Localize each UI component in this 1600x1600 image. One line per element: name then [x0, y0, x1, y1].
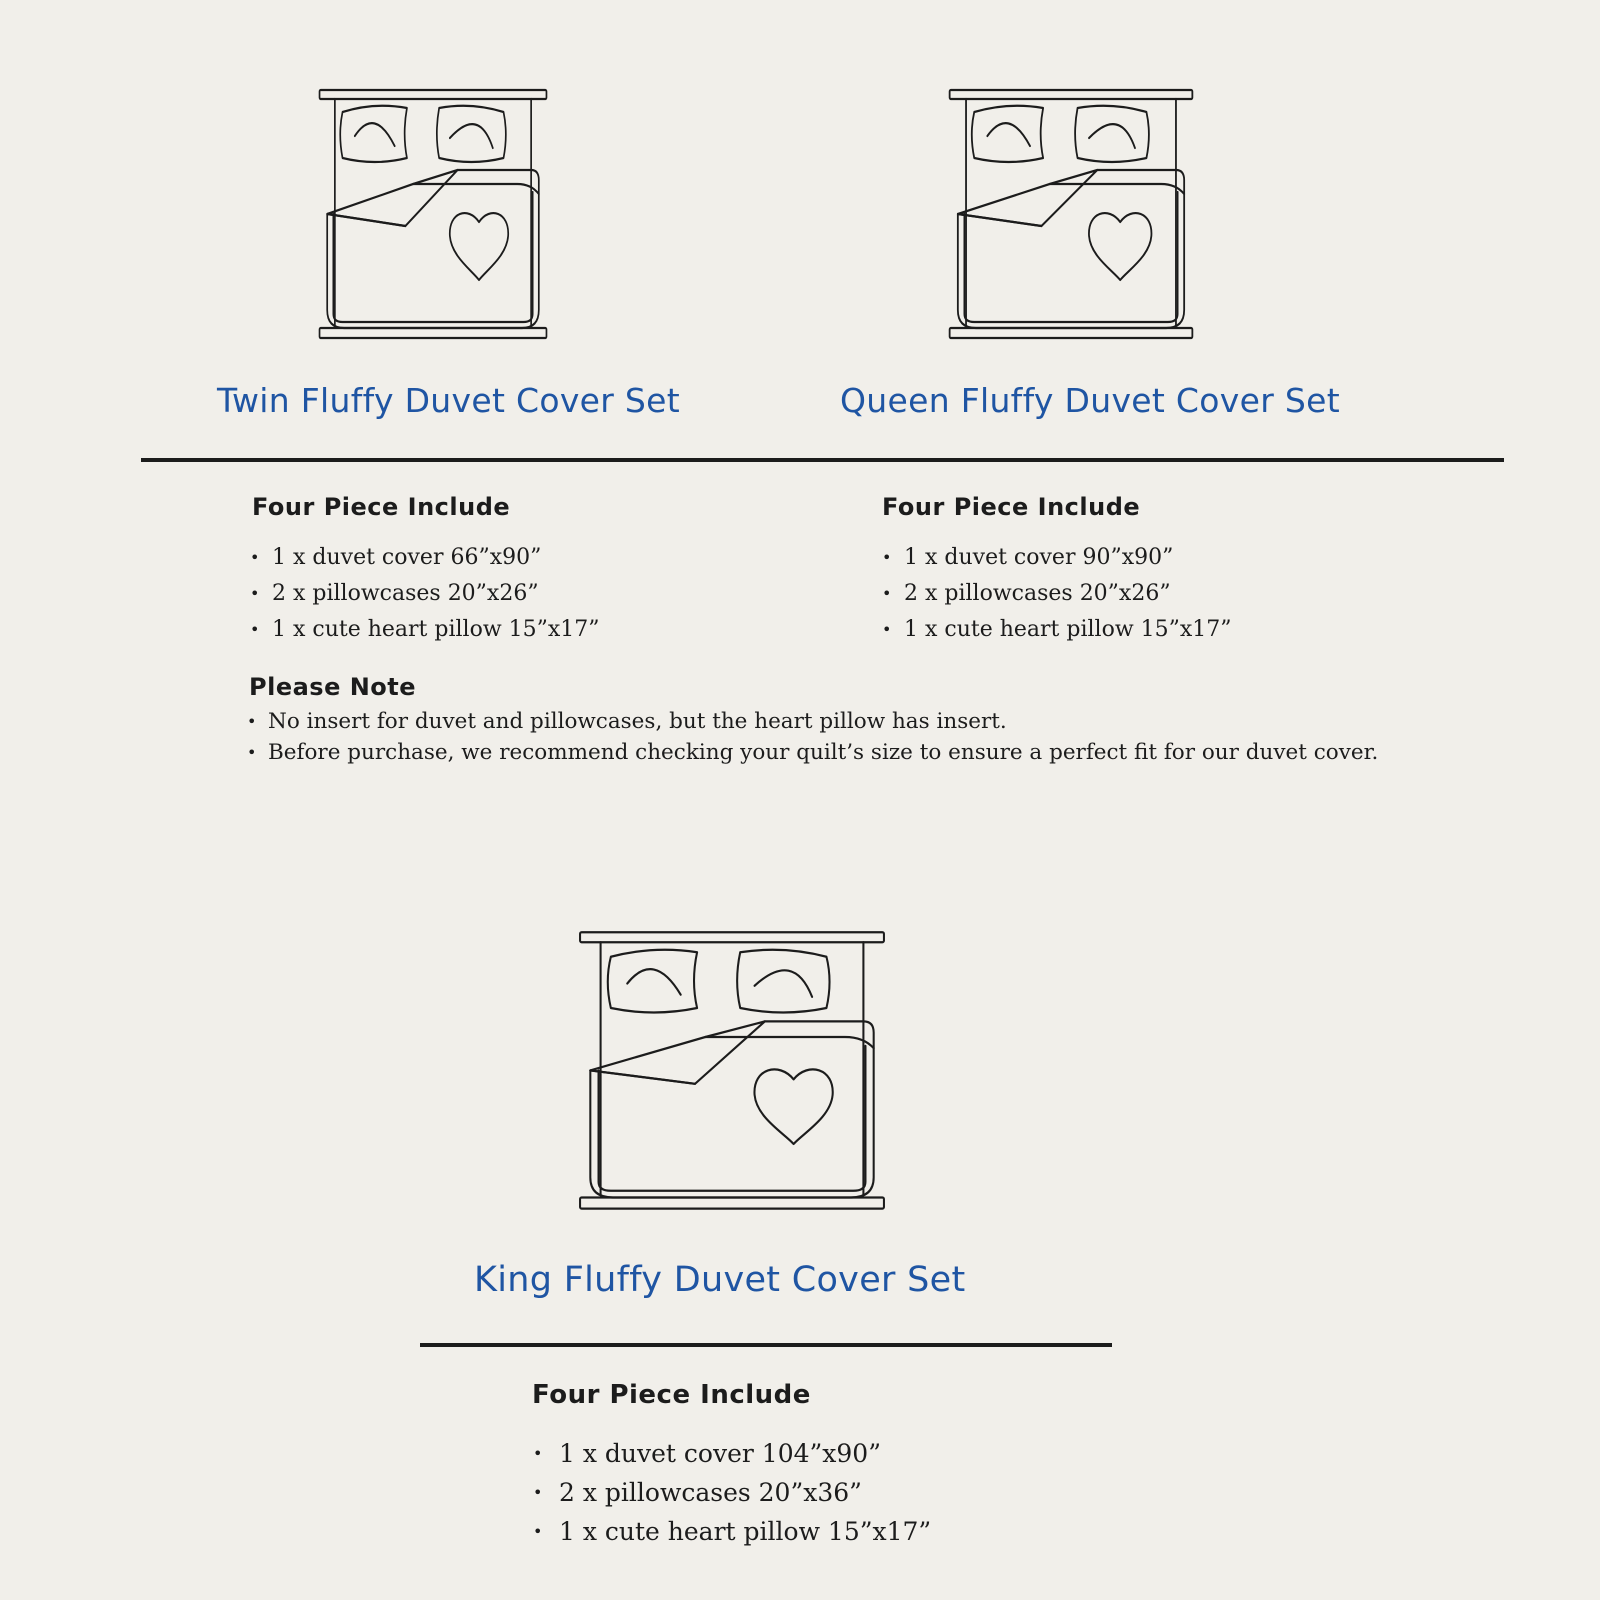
king-title: King Fluffy Duvet Cover Set — [474, 1260, 966, 1300]
queen-heading: Four Piece Include — [882, 493, 1141, 521]
twin-title: Twin Fluffy Duvet Cover Set — [217, 381, 680, 420]
twin-item-list — [250, 540, 600, 648]
note-list — [247, 706, 1378, 768]
queen-bed-icon — [948, 88, 1194, 350]
divider-king — [420, 1343, 1112, 1347]
queen-item: • 2 x pillowcases 20”x26” — [882, 576, 1232, 612]
king-item: • 2 x pillowcases 20”x36” — [533, 1473, 931, 1512]
twin-heading: Four Piece Include — [252, 493, 511, 521]
queen-item: • 1 x duvet cover 90”x90” — [882, 540, 1232, 576]
note-heading: Please Note — [249, 673, 417, 701]
king-heading: Four Piece Include — [532, 1380, 811, 1410]
twin-item: • 1 x cute heart pillow 15”x17” — [250, 612, 600, 648]
king-item-list — [533, 1434, 931, 1551]
note-item: • No insert for duvet and pillowcases, but the heart pillow has insert. — [247, 706, 1378, 737]
twin-item: • 2 x pillowcases 20”x26” — [250, 576, 600, 612]
king-item: • 1 x duvet cover 104”x90” — [533, 1434, 931, 1473]
queen-item-list — [882, 540, 1232, 648]
note-item: • Before purchase, we recommend checking your quilt’s size to ensure a perfect fit for our duvet cover. — [247, 737, 1378, 768]
queen-item: • 1 x cute heart pillow 15”x17” — [882, 612, 1232, 648]
king-item: • 1 x cute heart pillow 15”x17” — [533, 1512, 931, 1551]
queen-title: Queen Fluffy Duvet Cover Set — [840, 381, 1340, 420]
twin-bed-icon — [318, 88, 548, 350]
king-bed-icon — [578, 930, 886, 1222]
twin-item: • 1 x duvet cover 66”x90” — [250, 540, 600, 576]
divider-top — [141, 458, 1504, 462]
